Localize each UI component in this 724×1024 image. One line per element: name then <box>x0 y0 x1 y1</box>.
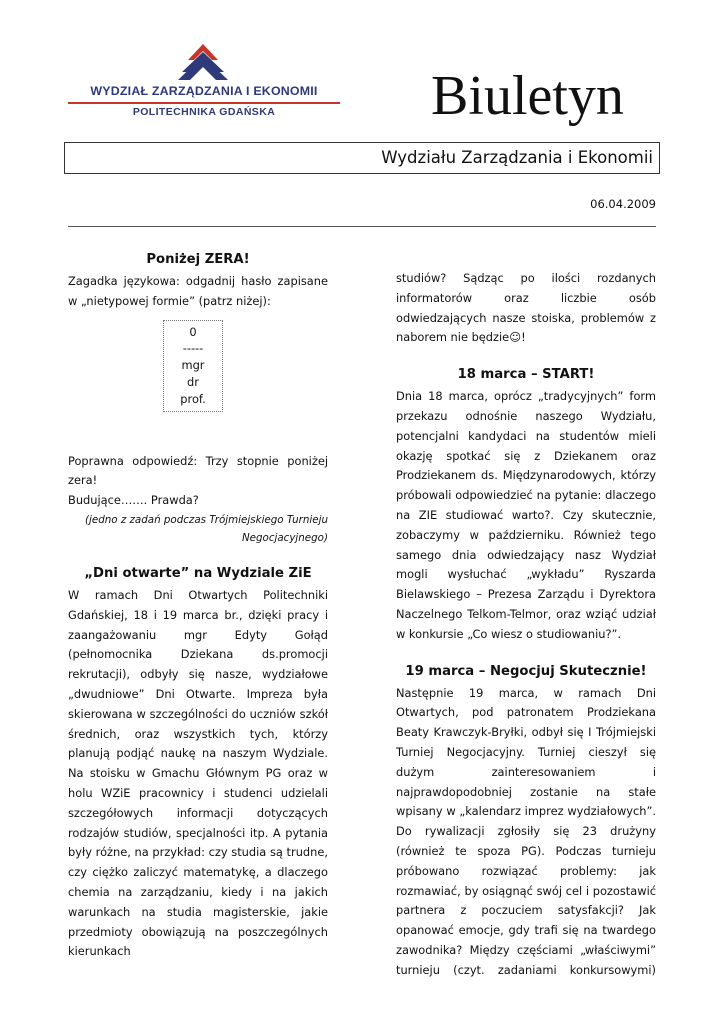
issue-date: 06.04.2009 <box>590 197 656 211</box>
heading-18-marca: 18 marca – START! <box>457 367 595 383</box>
18-marca-body: Dnia 18 marca, oprócz „tradycyjnych” form przekazu odnośnie naszego Wydziału, potencjalni kandydaci na studentów mieli okazję spotkać się z Dziekanem oraz Prodziekanem ds. Międzynarodowych, którzy próbowali odpowiedzieć na pytanie: dlaczego na ZIE studiować warto?. Czy skutecznie, zobaczymy w październiku. Również tego samego dnia odwiedzający nasz Wydział mogli wysłuchać „wykładu” Ryszarda Bielawskiego – Prezesa Zarządu i Dyrektora Naczelnego Telkom-Telmor, oraz wziąć udział w konkursie „Co wiesz o studiowaniu?”. <box>396 389 656 641</box>
puzzle-box <box>163 320 223 412</box>
left-column <box>68 250 328 962</box>
logo-divider <box>68 102 340 104</box>
logo-emblem-icon <box>168 42 238 82</box>
puzzle-comment: Budujące……. Prawda? <box>68 493 199 508</box>
newsletter-subtitle: Wydziału Zarządzania i Ekonomii <box>381 148 653 167</box>
puzzle-line: 0 <box>189 324 197 339</box>
logo-faculty-name: WYDZIAŁ ZARZĄDZANIA I EKONOMII <box>90 84 318 98</box>
header-divider <box>68 226 656 227</box>
heading-dni-otwarte: „Dni otwarte” na Wydziale ZiE <box>84 565 312 581</box>
heading-19-marca: 19 marca – Negocjuj Skutecznie! <box>405 663 647 679</box>
dni-otwarte-body: W ramach Dni Otwartych Politechniki Gdańskiej, 18 i 19 marca br., dzięki pracy i zaangażowaniu mgr Edyty Gołąd (pełnomocnika Dziekana ds.promocji rekrutacji), odbyły się nasze, wydziałowe „dwudniowe” Dni Otwarte. Impreza była skierowana w szczególności do uczniów szkół średnich, oraz wszystkich tych, którzy planują podjąć naukę na naszym Wydziale. Na stoisku w Gmachu Głównym PG oraz w holu WZiE pracownicy i studenci udzielali szczegółowych informacji dotyczących rodzajów studiów, specjalności itp. A pytania były różne, na przykład: czy studia są trudne, czy ciężko zaliczyć matematykę, a dlaczego chemia na zarządzaniu, kiedy i na jakich warunkach na studia magisterskie, jakie przedmioty obowiązują na poszczególnych kierunkach <box>68 587 328 959</box>
faculty-logo <box>68 42 342 122</box>
puzzle-answer: Poprawna odpowiedź: Trzy stopnie poniżej zera! <box>68 453 328 488</box>
puzzle-credit: (jedno z zadań podczas Trójmiejskiego Turnieju Negocjacyjnego) <box>85 513 328 544</box>
puzzle-intro: Zagadka językowa: odgadnij hasło zapisane w „nietypowej formie” (patrz niżej): <box>68 274 328 308</box>
newsletter-title: Biuletyn <box>431 65 624 127</box>
dni-otwarte-continuation: studiów? Sądząc po ilości rozdanych informatorów oraz liczbie osób odwiedzających nasze stoiska, problemów z naborem nie będzie☺! <box>396 271 656 345</box>
right-column <box>396 269 656 981</box>
heading-ponizej-zera: Poniżej ZERA! <box>146 252 250 267</box>
puzzle-line: ----- <box>182 341 204 356</box>
puzzle-line: mgr <box>181 358 205 373</box>
logo-university-name: POLITECHNIKA GDAŃSKA <box>132 106 276 118</box>
puzzle-line: dr <box>187 374 199 389</box>
19-marca-body: Następnie 19 marca, w ramach Dni Otwartych, pod patronatem Prodziekana Beaty Krawczyk-Bryłki, odbył się I Trójmiejski Turniej Negocjacyjny. Turniej cieszył się dużym zainteresowaniem i najprawdopodobniej zostanie na stałe wpisany w „kalendarz imprez wydziałowych”. Do rywalizacji zgłosiły się 23 drużyny (również te spoza PG). Podczas turnieju próbowano rozwiązać problemy: jak rozmawiać, by osiągnąć swój cel i pozostawić partnera z poczuciem satysfakcji? Jak opanować emocje, gdy trafi się na twardego zawodnika? Między częściami „właściwymi” turnieju (czyt. zadaniami konkursowymi) <box>396 685 656 977</box>
puzzle-line: prof. <box>180 391 206 406</box>
subtitle-box <box>64 142 660 174</box>
